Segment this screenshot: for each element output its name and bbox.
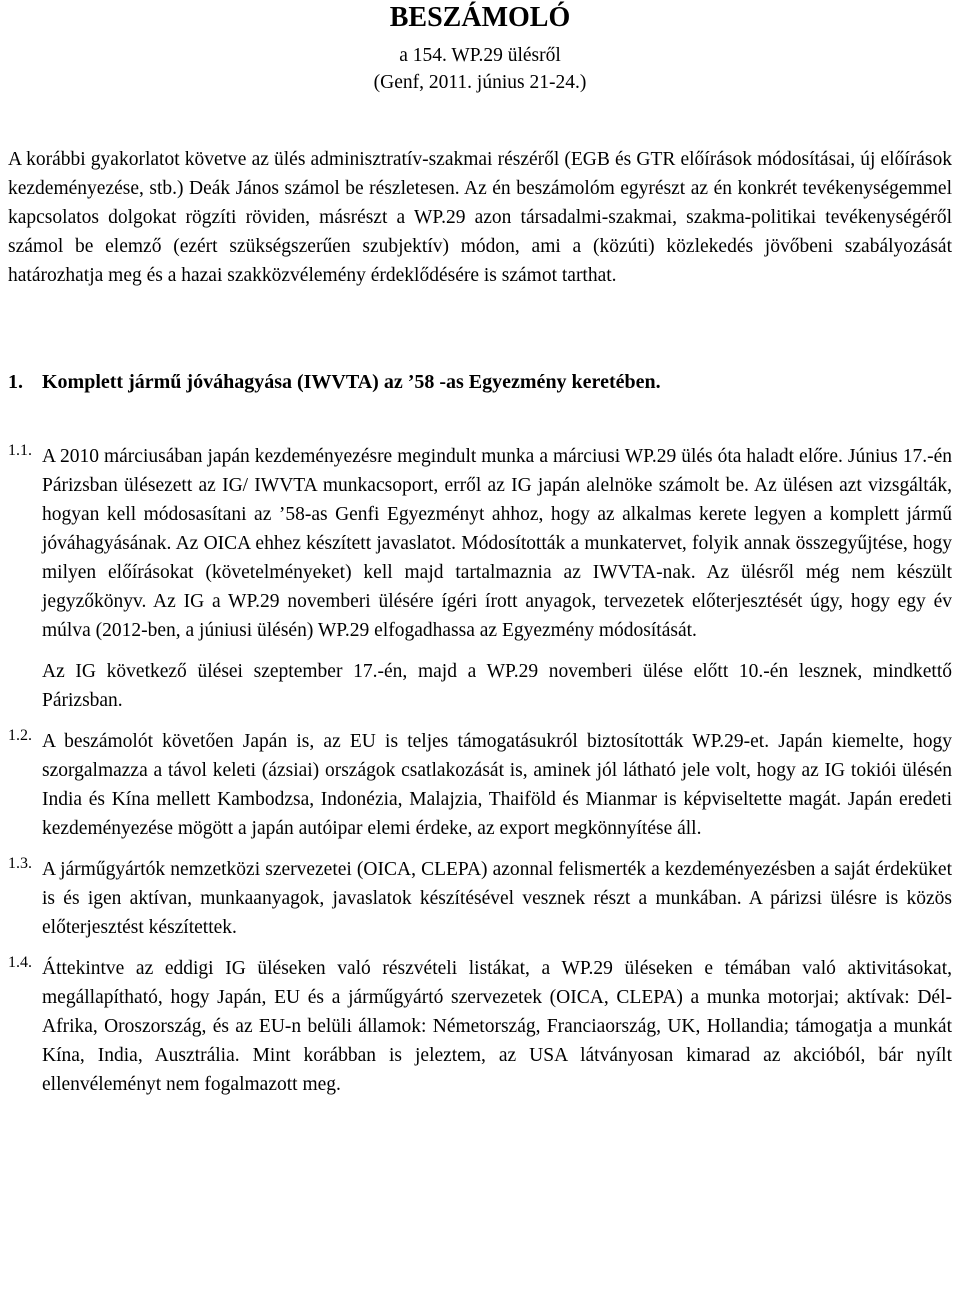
item-number: 1.1. bbox=[8, 442, 32, 459]
item-text: A beszámolót követően Japán is, az EU is teljes támogatásukról biztosították WP.29-et. Japán kiemelte, hogy szorgalmazza a távol keleti (ázsiai) országok csatlakozását is, aminek jól látható jele volt, hogy az IG tokiói ülésén India és Kína mellett Kambodzsa, Indonézia, Malajzia, Thaiföld és Mianmar is képviseltette magát. Japán eredeti kezdeményezése mögött a japán autóipar elemi érdeke, az export megkönnyítése áll. bbox=[42, 731, 952, 839]
item-text: Áttekintve az eddigi IG üléseken való részvételi listákat, a WP.29 üléseken e témában való aktivitásokat, megállapítható, hogy Japán, EU és a járműgyártó szervezetek (OICA, CLEPA) a munka motorjai; aktívak: Dél-Afrika, Oroszország, és az EU-n belüli államok: Németország, Franciaország, UK, Hollandia; támogatja a munkát Kína, India, Ausztrália. Mint korábban is jeleztem, az USA látványosan kimarad az akcióból, bár nyílt ellenvéleményt nem fogalmazott meg. bbox=[42, 958, 952, 1095]
page-title: BESZÁMOLÓ bbox=[389, 2, 571, 33]
item-text: A 2010 márciusában japán kezdeményezésre megindult munka a márciusi WP.29 ülés óta haladt előre. Június 17.-én Párizsban ülésezett az IG/ IWVTA munkacsoport, erről az IG japán alelnöke számolt be. Az ülésen azt vizsgálták, hogyan kell módosasítani az ’58-as Genfi Egyezményt ahhoz, hogy az alkalmas kerete legyen a komplett jármű jóváhagyásának. Az OICA ehhez készített javaslatot. Módosították a munkatervet, folyik annak összegyűjtése, hogy milyen előírásokat (követelményeket) kell majd tartalmaznia az IWVTA-nak. Az ülésről még nem készült jegyzőkönyv. Az IG a WP.29 novemberi ülésére ígéri írott anyagok, tervezetek előterjesztését úgy, hogy egy év múlva (2012-ben, a júniusi ülésén) WP.29 elfogadhassa az Egyezmény módosítását. bbox=[42, 446, 952, 641]
list-item bbox=[8, 727, 952, 843]
section-title: Komplett jármű jóváhagyása (IWVTA) az ’58 -as Egyezmény keretében. bbox=[42, 371, 661, 393]
item-continuation: Az IG következő ülései szeptember 17.-én, majd a WP.29 novemberi ülése előtt 10.-én lesznek, mindkettő Párizsban. bbox=[42, 661, 952, 711]
list-item bbox=[8, 442, 952, 715]
subtitle-meeting: a 154. WP.29 ülésről bbox=[399, 45, 561, 66]
section-number: 1. bbox=[8, 371, 23, 393]
section-heading bbox=[8, 368, 952, 397]
subtitle-place-date: (Genf, 2011. június 21-24.) bbox=[373, 72, 587, 93]
list-item bbox=[8, 855, 952, 942]
item-text: A járműgyártók nemzetközi szervezetei (OICA, CLEPA) azonnal felismerték a kezdeményezésben a saját érdeküket is és igen aktívan, munkaanyagok, javaslatok készítésével vesznek részt a munkában. A párizsi ülésre is közös előterjesztést készítettek. bbox=[42, 859, 952, 938]
item-number: 1.3. bbox=[8, 855, 32, 872]
intro-paragraph: A korábbi gyakorlatot követve az ülés adminisztratív-szakmai részéről (EGB és GTR előírások módosításai, új előírások kezdeményezése, stb.) Deák János számol be részletesen. Az én beszámolóm egyrészt az én konkrét tevékenységemmel kapcsolatos dolgokat rögzíti röviden, másrészt a WP.29 azon társadalmi-szakmai, szakma-politikai tevékenységéről számol be elemző (ezért szükségszerűen szubjektív) módon, ami a (közúti) közlekedés jövőbeni szabályozását határozhatja meg és a hazai szakközvélemény érdeklődésére is számot tarthat. bbox=[8, 149, 952, 286]
item-number: 1.2. bbox=[8, 727, 32, 744]
list-item bbox=[8, 954, 952, 1099]
item-number: 1.4. bbox=[8, 954, 32, 971]
